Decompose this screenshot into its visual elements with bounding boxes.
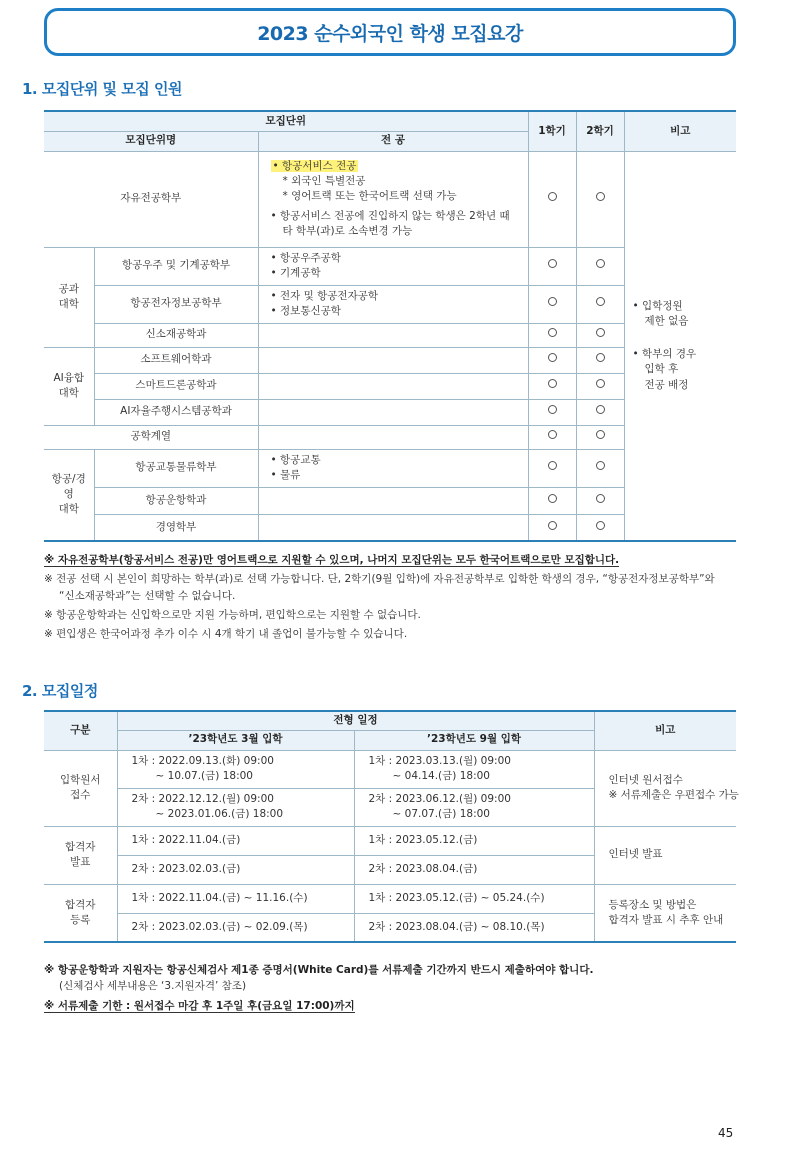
sem2-mark	[576, 247, 624, 285]
remark-line: 입학 후	[644, 363, 679, 376]
header-schedule: 전형 일정	[117, 711, 594, 730]
sem1-mark	[528, 285, 576, 323]
table-row	[44, 151, 736, 247]
sem1-mark	[528, 347, 576, 373]
major-cell	[258, 514, 528, 541]
header-remark: 비고	[624, 111, 736, 151]
header-unit: 모집단위	[44, 111, 528, 131]
unit-name: 항공전자정보공학부	[94, 285, 258, 323]
section1-title: 1. 모집단위 및 모집 인원	[22, 80, 182, 98]
recruitment-units-table	[44, 110, 736, 542]
remark-cell: 인터넷 발표	[594, 826, 736, 884]
page-number: 45	[718, 1126, 734, 1140]
schedule-cell: 1차 : 2023.05.12.(금) ~ 05.24.(수)	[354, 884, 594, 913]
note-bold: ※ 자유전공학부(항공서비스 전공)만 영어트랙으로 지원할 수 있으며, 나머지 모집단위는 모두 한국어트랙으로만 모집합니다.	[44, 554, 620, 566]
note: “신소재공학과”는 선택할 수 없습니다.	[59, 589, 236, 602]
sem1-mark	[528, 514, 576, 541]
note: (신체검사 세부내용은 ‘3.지원자격’ 참조)	[59, 980, 247, 993]
section2-title: 2. 모집일정	[22, 682, 98, 700]
circle-icon	[596, 353, 605, 362]
remark-line: ※ 서류제출은 우편접수 가능	[608, 789, 739, 801]
remark-cell	[624, 151, 736, 541]
note-bold: ※ 항공운항학과 지원자는 항공신체검사 제1종 증명서(White Card)를 서류제출 기간까지 반드시 제출하여야 합니다.	[44, 964, 594, 976]
header-major: 전 공	[258, 131, 528, 151]
remark-line: 전공 배정	[644, 378, 689, 391]
circle-icon	[548, 297, 557, 306]
college-name: 공과 대학	[44, 247, 94, 347]
remark-line: • 학부의 경우	[632, 348, 697, 361]
note: ※ 편입생은 한국어과정 추가 이수 시 4개 학기 내 졸업이 불가능할 수 있습니다.	[44, 628, 408, 641]
sem1-mark	[528, 399, 576, 425]
circle-icon	[548, 192, 557, 201]
circle-icon	[596, 521, 605, 530]
unit-name: 경영학부	[94, 514, 258, 541]
remark-line: 합격자 발표 시 추후 안내	[608, 913, 724, 926]
schedule-cell	[354, 788, 594, 826]
schedule-cell	[117, 750, 354, 788]
section2-notes	[44, 962, 744, 1014]
schedule-line: ~ 2023.01.06.(금) 18:00	[155, 808, 284, 820]
category-label: 합격자 발표	[44, 826, 117, 884]
sem2-mark	[576, 399, 624, 425]
major-cell	[258, 285, 528, 323]
major-cell	[258, 373, 528, 399]
unit-name: 항공운항학과	[94, 487, 258, 514]
schedule-cell	[117, 788, 354, 826]
remark-cell	[594, 884, 736, 942]
major-cell	[258, 399, 528, 425]
sem2-mark	[576, 449, 624, 487]
sem1-mark	[528, 247, 576, 285]
major-line: • 항공서비스 전공에 진입하지 않는 학생은 2학년 때	[270, 209, 510, 222]
remark-line: 등록장소 및 방법은	[608, 898, 697, 911]
unit-name: 소프트웨어학과	[94, 347, 258, 373]
unit-name: 신소재공학과	[94, 323, 258, 347]
circle-icon	[596, 430, 605, 439]
circle-icon	[596, 461, 605, 470]
sem2-mark	[576, 514, 624, 541]
sem1-mark	[528, 323, 576, 347]
circle-icon	[548, 405, 557, 414]
note: ※ 전공 선택 시 본인이 희망하는 학부(과)로 선택 가능합니다. 단, 2학기(9월 입학)에 자유전공학부로 입학한 학생의 경우, “항공전자정보공학부”와	[44, 573, 715, 586]
sem2-mark	[576, 373, 624, 399]
unit-name: 공학계열	[44, 425, 258, 449]
circle-icon	[596, 259, 605, 268]
schedule-line: 1차 : 2022.09.13.(화) 09:00	[131, 754, 274, 767]
major-line: • 항공우주공학	[270, 251, 341, 264]
sem1-mark	[528, 151, 576, 247]
schedule-line: ~ 10.07.(금) 18:00	[155, 770, 253, 782]
schedule-line: 2차 : 2023.06.12.(월) 09:00	[368, 792, 511, 805]
circle-icon	[596, 192, 605, 201]
header-sem2: 2학기	[576, 111, 624, 151]
section1-notes	[44, 552, 744, 642]
major-line: • 전자 및 항공전자공학	[270, 289, 378, 302]
unit-name: AI자율주행시스템공학과	[94, 399, 258, 425]
major-cell	[258, 151, 528, 247]
circle-icon	[548, 353, 557, 362]
sem1-mark	[528, 487, 576, 514]
table-row	[44, 884, 736, 913]
circle-icon	[548, 430, 557, 439]
major-line: • 항공교통	[270, 453, 321, 466]
major-line: * 영어트랙 또는 한국어트랙 선택 가능	[282, 190, 457, 203]
major-cell	[258, 347, 528, 373]
circle-icon	[548, 461, 557, 470]
page-title: 2023 순수외국인 학생 모집요강	[257, 22, 523, 45]
circle-icon	[548, 521, 557, 530]
header-sem1: 1학기	[528, 111, 576, 151]
remark-line: 인터넷 원서접수	[608, 773, 683, 786]
schedule-line: 1차 : 2023.03.13.(월) 09:00	[368, 754, 511, 767]
major-line: • 정보통신공학	[270, 305, 341, 317]
schedule-line: ~ 04.14.(금) 18:00	[392, 770, 490, 782]
highlighted-major: • 항공서비스 전공	[272, 159, 357, 172]
sem2-mark	[576, 323, 624, 347]
circle-icon	[548, 259, 557, 268]
sem2-mark	[576, 285, 624, 323]
remark-cell	[594, 750, 739, 826]
schedule-table	[44, 710, 739, 943]
title-banner	[44, 8, 736, 56]
major-line: * 외국인 특별전공	[282, 175, 366, 188]
schedule-cell: 1차 : 2023.05.12.(금)	[354, 826, 594, 855]
schedule-cell: 1차 : 2022.11.04.(금)	[117, 826, 354, 855]
circle-icon	[596, 494, 605, 503]
major-line: • 물류	[270, 469, 301, 481]
circle-icon	[596, 297, 605, 306]
circle-icon	[548, 494, 557, 503]
sem1-mark	[528, 373, 576, 399]
remark-line: • 입학정원	[632, 299, 683, 312]
circle-icon	[596, 379, 605, 388]
header-remark: 비고	[594, 711, 736, 750]
major-cell	[258, 247, 528, 285]
table-row	[44, 750, 736, 788]
schedule-cell: 2차 : 2023.02.03.(금)	[117, 855, 354, 884]
circle-icon	[596, 328, 605, 337]
header-sept: ’23학년도 9월 입학	[354, 730, 594, 750]
sem2-mark	[576, 347, 624, 373]
unit-name: 자유전공학부	[44, 151, 258, 247]
schedule-cell: 1차 : 2022.11.04.(금) ~ 11.16.(수)	[117, 884, 354, 913]
major-cell	[258, 323, 528, 347]
major-line: • 기계공학	[270, 267, 321, 279]
header-category: 구분	[44, 711, 117, 750]
unit-name: 스마트드론공학과	[94, 373, 258, 399]
schedule-line: ~ 07.07.(금) 18:00	[392, 808, 490, 820]
category-label: 합격자 등록	[44, 884, 117, 942]
major-line: 타 학부(과)로 소속변경 가능	[282, 224, 413, 237]
circle-icon	[548, 328, 557, 337]
header-march: ’23학년도 3월 입학	[117, 730, 354, 750]
sem2-mark	[576, 151, 624, 247]
schedule-cell	[354, 750, 594, 788]
unit-name: 항공교통물류학부	[94, 449, 258, 487]
college-name: AI융합 대학	[44, 347, 94, 425]
header-unit-name: 모집단위명	[44, 131, 258, 151]
note-bold: ※ 서류제출 기한 : 원서접수 마감 후 1주일 후(금요일 17:00)까지	[44, 999, 355, 1012]
major-cell	[258, 487, 528, 514]
category-label: 입학원서 접수	[44, 750, 117, 826]
major-cell	[258, 449, 528, 487]
sem2-mark	[576, 487, 624, 514]
sem2-mark	[576, 425, 624, 449]
college-name: 항공/경영 대학	[44, 449, 94, 541]
sem1-mark	[528, 425, 576, 449]
schedule-cell: 2차 : 2023.02.03.(금) ~ 02.09.(목)	[117, 913, 354, 942]
circle-icon	[596, 405, 605, 414]
circle-icon	[548, 379, 557, 388]
remark-line: 제한 없음	[644, 314, 689, 327]
note: ※ 항공운항학과는 신입학으로만 지원 가능하며, 편입학으로는 지원할 수 없습니다.	[44, 608, 421, 621]
major-cell	[258, 425, 528, 449]
schedule-line: 2차 : 2022.12.12.(월) 09:00	[131, 792, 274, 805]
sem1-mark	[528, 449, 576, 487]
schedule-cell: 2차 : 2023.08.04.(금)	[354, 855, 594, 884]
unit-name: 항공우주 및 기계공학부	[94, 247, 258, 285]
table-row	[44, 826, 736, 855]
schedule-cell: 2차 : 2023.08.04.(금) ~ 08.10.(목)	[354, 913, 594, 942]
